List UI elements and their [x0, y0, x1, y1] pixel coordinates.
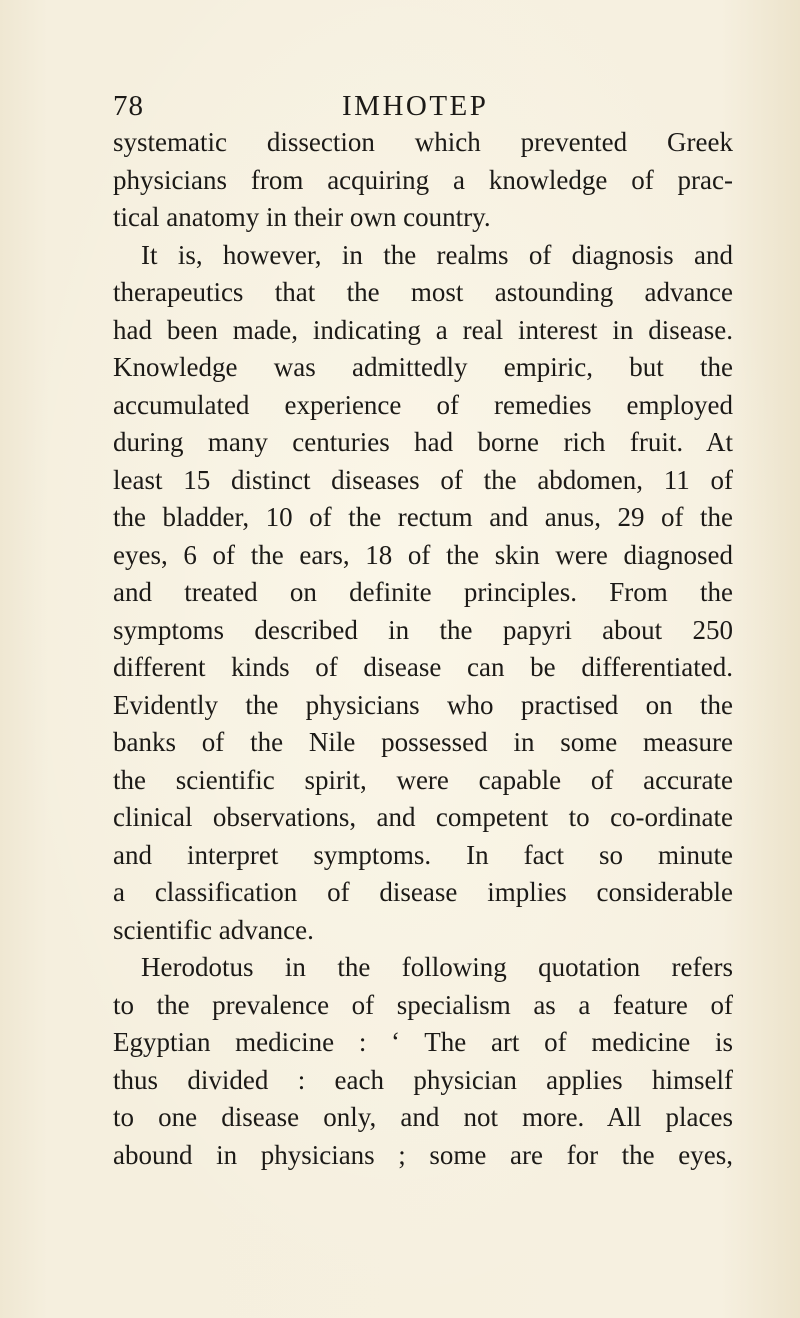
text-line: abound in physicians ; some are for the eyes,	[113, 1139, 733, 1170]
text-line: the bladder, 10 of the rectum and anus, 29 of the	[113, 502, 733, 532]
text-line: banks of the Nile possessed in some measure	[113, 727, 733, 757]
text-line: tical anatomy in their own country.	[113, 202, 491, 232]
text-line: thus divided : each physician applies himself	[113, 1064, 733, 1095]
text-line: physicians from acquiring a knowledge of prac-	[113, 164, 733, 195]
running-head: IMHOTEP	[342, 90, 489, 122]
text-line: during many centuries had borne rich fruit. At	[113, 427, 733, 457]
text-line: Egyptian medicine : ‘ The art of medicine is	[113, 1027, 733, 1057]
text-line: accumulated experience of remedies employed	[113, 389, 733, 420]
text-line: a classification of disease implies considerable	[113, 877, 733, 907]
text-line: clinical observations, and competent to co-ordinate	[113, 802, 733, 832]
text-line: Knowledge was admittedly empiric, but the	[113, 352, 733, 382]
text-line: It is, however, in the realms of diagnosis and	[141, 239, 733, 270]
text-line: Herodotus in the following quotation refers	[141, 952, 733, 982]
text-line: to the prevalence of specialism as a feature of	[113, 989, 733, 1020]
text-line: had been made, indicating a real interest in disease.	[113, 314, 733, 345]
text-line: different kinds of disease can be differentiated.	[113, 652, 733, 682]
body-text	[113, 124, 733, 1174]
text-line: therapeutics that the most astounding advance	[113, 277, 733, 307]
text-line: symptoms described in the papyri about 250	[113, 614, 733, 645]
page-number: 78	[113, 90, 144, 122]
text-line: eyes, 6 of the ears, 18 of the skin were diagnosed	[113, 539, 733, 570]
text-line: the scientific spirit, were capable of accurate	[113, 764, 733, 795]
text-line: Evidently the physicians who practised on the	[113, 689, 733, 720]
text-line: least 15 distinct diseases of the abdomen, 11 of	[113, 464, 733, 495]
text-line: systematic dissection which prevented Greek	[113, 127, 733, 157]
text-line: and interpret symptoms. In fact so minute	[113, 839, 733, 870]
text-line: scientific advance.	[113, 914, 314, 945]
text-line: to one disease only, and not more. All places	[113, 1102, 733, 1132]
text-line: and treated on definite principles. From the	[113, 577, 733, 607]
